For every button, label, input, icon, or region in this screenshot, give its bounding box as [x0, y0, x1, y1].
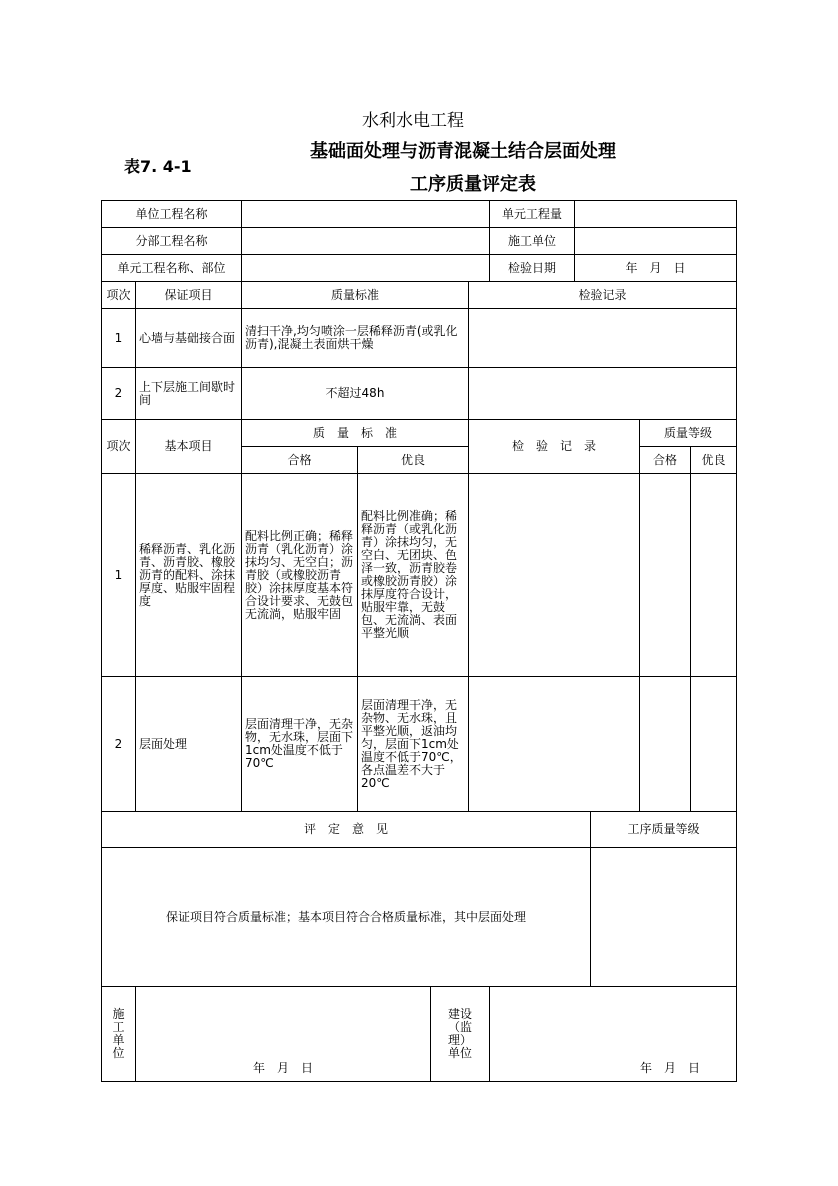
label-element-name: 单元工程名称、部位: [101, 254, 242, 282]
basic-row-1-pass: 配料比例正确；稀释沥青（乳化沥青）涂抹均匀、无空白；沥青胶（或橡胶沥青胶）涂抹厚度基本符合设计要求、无鼓包无流淌，贴服牢固: [241, 473, 358, 677]
col-basic-pass: 合格: [241, 446, 358, 474]
label-inspect-date: 检验日期: [489, 254, 575, 282]
unit-amount-value[interactable]: [574, 200, 737, 228]
evaluation-opinion-text[interactable]: 保证项目符合质量标准；基本项目符合合格质量标准，其中层面处理: [101, 847, 591, 987]
label-unit-amount: 单元工程量: [489, 200, 575, 228]
col-quality-grade: 质量等级: [639, 419, 737, 447]
col-grade-good: 优良: [690, 446, 737, 474]
label-contractor: 施工单位: [489, 227, 575, 255]
contractor-sign-area[interactable]: [135, 986, 431, 1082]
basic-row-1-no: 1: [101, 473, 136, 677]
supervisor-sign-area[interactable]: [489, 986, 737, 1082]
label-unit-project: 单位工程名称: [101, 200, 242, 228]
supervisor-sign-label: 建设（监理）单位: [430, 986, 490, 1082]
basic-row-2-record[interactable]: [468, 676, 640, 812]
sub-project-value[interactable]: [241, 227, 490, 255]
unit-project-value[interactable]: [241, 200, 490, 228]
guarantee-row-2-no: 2: [101, 367, 136, 420]
basic-row-2-grade-good[interactable]: [690, 676, 737, 812]
element-name-value[interactable]: [241, 254, 490, 282]
contractor-sign-date: 年 月 日: [252, 1061, 313, 1075]
basic-row-2-no: 2: [101, 676, 136, 812]
contractor-sign-label: 施工单位: [101, 986, 136, 1082]
evaluation-opinion-label: 评 定 意 见: [101, 811, 591, 848]
col-grade-pass: 合格: [639, 446, 691, 474]
contractor-value[interactable]: [574, 227, 737, 255]
process-grade-label: 工序质量等级: [590, 811, 737, 848]
inspect-date-value[interactable]: 年 月 日: [574, 254, 737, 282]
col-inspection-record: 检验记录: [468, 281, 737, 309]
basic-row-1-grade-good[interactable]: [690, 473, 737, 677]
col-no: 项次: [101, 281, 136, 309]
col-basic-item: 基本项目: [135, 419, 242, 474]
guarantee-row-1-no: 1: [101, 308, 136, 368]
basic-row-1-item: 稀释沥青、乳化沥青、沥青胶、橡胶沥青的配料、涂抹厚度、贴服牢固程度: [135, 473, 242, 677]
col-basic-record: 检 验 记 录: [468, 419, 640, 474]
label-sub-project: 分部工程名称: [101, 227, 242, 255]
guarantee-row-1-standard: 清扫干净,均匀喷涂一层稀释沥青(或乳化沥青),混凝土表面烘干燥: [241, 308, 469, 368]
basic-row-2-good: 层面清理干净，无杂物、无水珠，且平整光顺，返油均匀，层面下1cm处温度不低于70℃，各点温差不大于20℃: [357, 676, 469, 812]
table-number: 表7. 4-1: [124, 157, 192, 176]
guarantee-row-2-item: 上下层施工间歇时间: [135, 367, 242, 420]
basic-row-2-pass: 层面清理干净，无杂物，无水珠，层面下1cm处温度不低于70℃: [241, 676, 358, 812]
form-title: 基础面处理与沥青混凝土结合层面处理: [310, 141, 616, 162]
basic-row-2-item: 层面处理: [135, 676, 242, 812]
guarantee-row-2-standard: 不超过48h: [241, 367, 469, 420]
basic-row-1-good: 配料比例准确；稀释沥青（或乳化沥青）涂抹均匀，无空白、无团块、色泽一致，沥青胶卷或橡胶沥青胶）涂抹厚度符合设计，贴服牢靠，无鼓包、无流淌、表面平整光顺: [357, 473, 469, 677]
basic-row-1-record[interactable]: [468, 473, 640, 677]
col-basic-no: 项次: [101, 419, 136, 474]
guarantee-row-2-record[interactable]: [468, 367, 737, 420]
basic-row-1-grade-pass[interactable]: [639, 473, 691, 677]
form-subtitle: 工序质量评定表: [410, 174, 536, 195]
supervisor-sign-date: 年 月 日: [639, 1061, 700, 1075]
org-title: 水利水电工程: [362, 111, 464, 131]
process-grade-value[interactable]: [590, 847, 737, 987]
basic-row-2-grade-pass[interactable]: [639, 676, 691, 812]
guarantee-row-1-item: 心墙与基础接合面: [135, 308, 242, 368]
col-quality-standard: 质量标准: [241, 281, 469, 309]
col-basic-standard: 质 量 标 准: [241, 419, 469, 447]
col-basic-good: 优良: [357, 446, 469, 474]
guarantee-row-1-record[interactable]: [468, 308, 737, 368]
col-guarantee-item: 保证项目: [135, 281, 242, 309]
